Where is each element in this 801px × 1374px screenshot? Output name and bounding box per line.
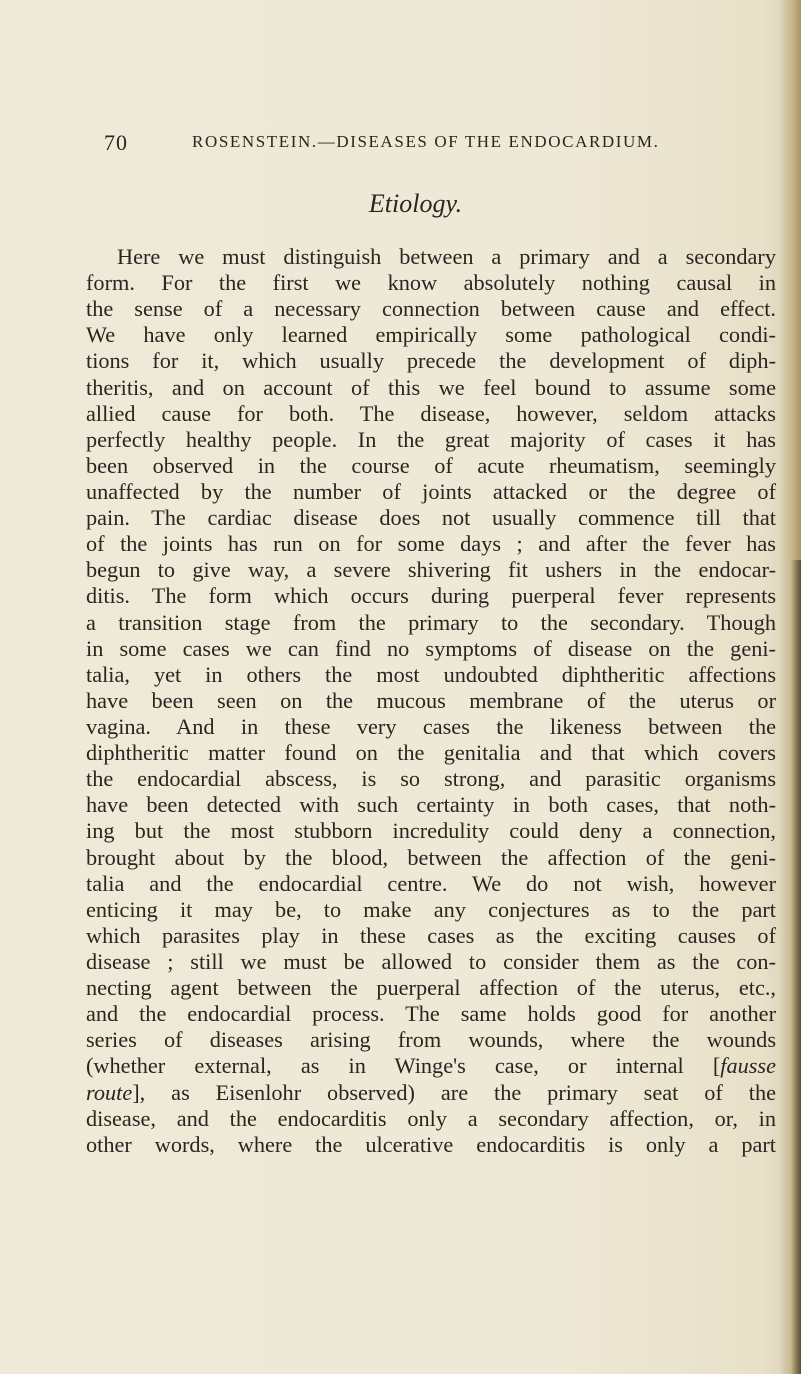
text-line: talia, yet in others the most undoubted diphtheritic affections bbox=[86, 661, 776, 687]
text-line: which parasites play in these cases as the exciting causes of bbox=[86, 922, 776, 948]
running-head: ROSENSTEIN.—DISEASES OF THE ENDOCARDIUM. bbox=[192, 132, 660, 151]
text-line-with-italic bbox=[86, 1053, 776, 1079]
italic-term: fausse bbox=[720, 1053, 776, 1079]
italic-term: route bbox=[86, 1079, 133, 1105]
text-line: been observed in the course of acute rheumatism, seemingly bbox=[86, 452, 776, 478]
page-number: 70 bbox=[104, 130, 128, 155]
text-line: tions for it, which usually precede the development of diph- bbox=[86, 348, 776, 374]
text-line: pain. The cardiac disease does not usually commence till that bbox=[86, 505, 776, 531]
text-line: theritis, and on account of this we feel bound to assume some bbox=[86, 374, 776, 400]
page-binding-shadow bbox=[791, 560, 801, 1374]
text-line: disease, and the endocarditis only a secondary affection, or, in bbox=[86, 1105, 776, 1131]
text-line: in some cases we can find no symptoms of disease on the geni- bbox=[86, 635, 776, 661]
text-line: a transition stage from the primary to the secondary. Though bbox=[86, 609, 776, 635]
section-title: Etiology. bbox=[368, 189, 463, 218]
text-line: the sense of a necessary connection between cause and effect. bbox=[86, 296, 776, 322]
text-line-with-italic bbox=[86, 1080, 776, 1106]
text-line: We have only learned empirically some pathological condi- bbox=[86, 322, 776, 348]
body-paragraph bbox=[86, 244, 776, 1158]
text-line: disease ; still we must be allowed to consider them as the con- bbox=[86, 948, 776, 974]
text-line: talia and the endocardial centre. We do not wish, however bbox=[86, 870, 776, 896]
text-line: and the endocardial process. The same holds good for another bbox=[86, 1001, 776, 1027]
text-line: perfectly healthy people. In the great majority of cases it has bbox=[86, 426, 776, 452]
text-line: other words, where the ulcerative endocarditis is only a part bbox=[86, 1131, 776, 1157]
text-line: of the joints has run on for some days ; and after the fever has bbox=[86, 531, 776, 557]
text-line: Here we must distinguish between a primary and a secondary bbox=[117, 244, 776, 269]
text-span: (whether external, as in Winge's case, or internal [ bbox=[86, 1053, 721, 1079]
text-line: begun to give way, a severe shivering fit ushers in the endocar- bbox=[86, 557, 776, 583]
text-line: have been seen on the mucous membrane of the uterus or bbox=[86, 687, 776, 713]
text-line: ditis. The form which occurs during puerperal fever represents bbox=[86, 583, 776, 609]
text-line: enticing it may be, to make any conjectures as to the part bbox=[86, 896, 776, 922]
text-line: the endocardial abscess, is so strong, and parasitic organisms bbox=[86, 766, 776, 792]
text-line: brought about by the blood, between the affection of the geni- bbox=[86, 844, 776, 870]
page-header bbox=[104, 130, 754, 156]
text-line: vagina. And in these very cases the likeness between the bbox=[86, 713, 776, 739]
text-line: unaffected by the number of joints attacked or the degree of bbox=[86, 478, 776, 504]
text-line: necting agent between the puerperal affection of the uterus, etc., bbox=[86, 975, 776, 1001]
text-line: ing but the most stubborn incredulity could deny a connection, bbox=[86, 818, 776, 844]
text-line: allied cause for both. The disease, however, seldom attacks bbox=[86, 400, 776, 426]
text-line: form. For the first we know absolutely nothing causal in bbox=[86, 270, 776, 296]
text-line: have been detected with such certainty in both cases, that noth- bbox=[86, 792, 776, 818]
text-line: series of diseases arising from wounds, where the wounds bbox=[86, 1027, 776, 1053]
text-line: diphtheritic matter found on the genitalia and that which covers bbox=[86, 740, 776, 766]
text-span: ], as Eisenlohr observed) are the primary seat of the bbox=[132, 1079, 776, 1105]
